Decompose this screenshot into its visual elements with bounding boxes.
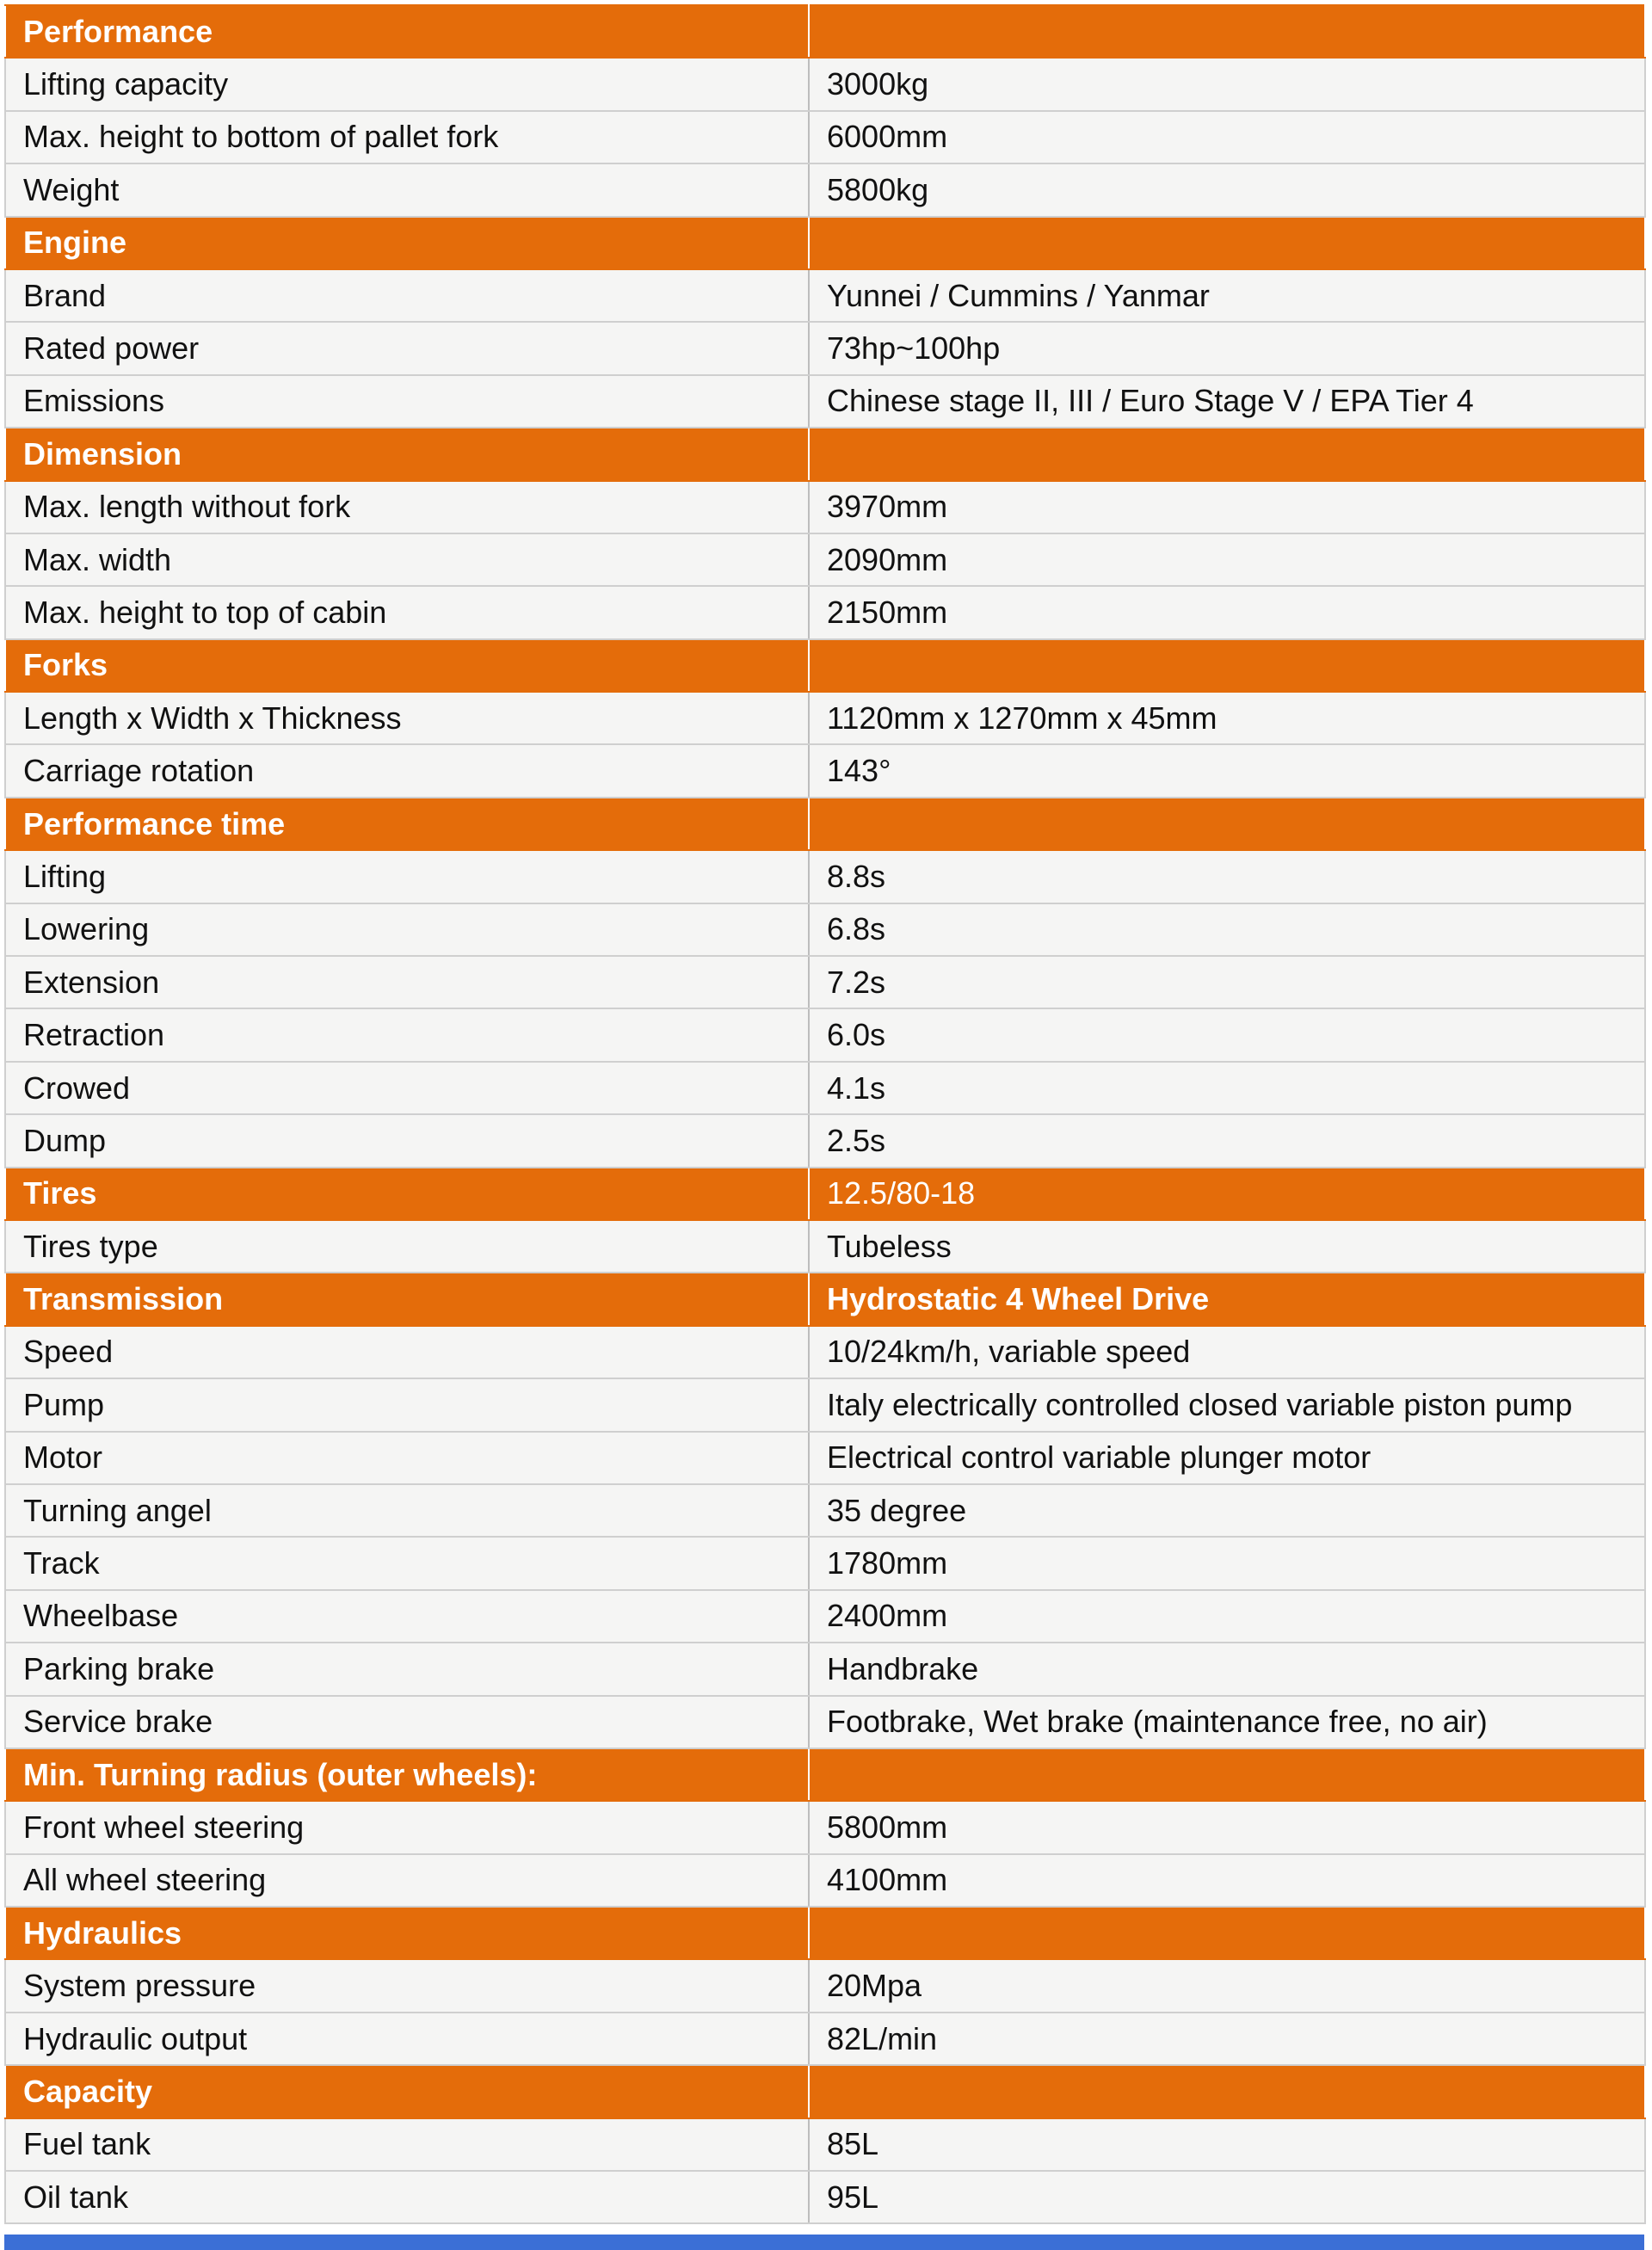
spec-value: Handbrake <box>809 1643 1645 1695</box>
spec-value: 4.1s <box>809 1062 1645 1114</box>
section-title: Hydraulics <box>5 1907 809 1959</box>
spec-label: Rated power <box>5 322 809 374</box>
section-header-value: Hydrostatic 4 Wheel Drive <box>809 1273 1645 1325</box>
table-row <box>5 163 1645 216</box>
section-title: Dimension <box>5 428 809 480</box>
section-header-row <box>5 1748 1645 1801</box>
table-row <box>5 1114 1645 1167</box>
spec-table-body <box>5 5 1645 2223</box>
spec-label: Fuel tank <box>5 2118 809 2171</box>
spec-value: 5800kg <box>809 163 1645 216</box>
table-row <box>5 850 1645 903</box>
spec-value: 143° <box>809 744 1645 797</box>
section-title: Forks <box>5 639 809 692</box>
table-row <box>5 1008 1645 1061</box>
section-title: Tires <box>5 1168 809 1220</box>
spec-value: 2150mm <box>809 586 1645 638</box>
table-row <box>5 586 1645 638</box>
spec-value: 1780mm <box>809 1537 1645 1589</box>
table-row <box>5 1696 1645 1748</box>
table-row <box>5 744 1645 797</box>
spec-value: Tubeless <box>809 1220 1645 1273</box>
spec-value: 6000mm <box>809 111 1645 163</box>
spec-label: All wheel steering <box>5 1854 809 1907</box>
spec-label: Length x Width x Thickness <box>5 692 809 744</box>
table-row <box>5 1537 1645 1589</box>
spec-value: 2090mm <box>809 533 1645 586</box>
footer-bar <box>4 2235 1644 2250</box>
spec-label: Weight <box>5 163 809 216</box>
table-row <box>5 2171 1645 2223</box>
table-row <box>5 692 1645 744</box>
spec-label: Max. height to bottom of pallet fork <box>5 111 809 163</box>
table-row <box>5 1959 1645 2012</box>
spec-value: 1120mm x 1270mm x 45mm <box>809 692 1645 744</box>
spec-label: System pressure <box>5 1959 809 2012</box>
table-row <box>5 1220 1645 1273</box>
section-header-row <box>5 5 1645 58</box>
section-title: Min. Turning radius (outer wheels): <box>5 1748 809 1801</box>
section-header-value <box>809 639 1645 692</box>
section-header-row <box>5 639 1645 692</box>
table-row <box>5 1643 1645 1695</box>
spec-table <box>4 4 1646 2224</box>
spec-label: Wheelbase <box>5 1590 809 1643</box>
spec-label: Crowed <box>5 1062 809 1114</box>
table-row <box>5 58 1645 110</box>
spec-label: Motor <box>5 1432 809 1484</box>
section-title: Engine <box>5 217 809 269</box>
spec-label: Tires type <box>5 1220 809 1273</box>
spec-value: 73hp~100hp <box>809 322 1645 374</box>
spec-value: 6.0s <box>809 1008 1645 1061</box>
section-header-value <box>809 2065 1645 2117</box>
spec-value: 4100mm <box>809 1854 1645 1907</box>
spec-label: Max. width <box>5 533 809 586</box>
spec-label: Brand <box>5 269 809 322</box>
spec-label: Emissions <box>5 375 809 428</box>
spec-label: Pump <box>5 1378 809 1431</box>
spec-value: 20Mpa <box>809 1959 1645 2012</box>
spec-value: 10/24km/h, variable speed <box>809 1326 1645 1378</box>
section-header-row <box>5 217 1645 269</box>
table-row <box>5 1801 1645 1853</box>
spec-value: 2.5s <box>809 1114 1645 1167</box>
table-row <box>5 1590 1645 1643</box>
table-row <box>5 2118 1645 2171</box>
spec-label: Dump <box>5 1114 809 1167</box>
table-row <box>5 481 1645 533</box>
spec-value: 8.8s <box>809 850 1645 903</box>
section-header-row <box>5 1168 1645 1220</box>
spec-value: Chinese stage II, III / Euro Stage V / EPA Tier 4 <box>809 375 1645 428</box>
section-title: Capacity <box>5 2065 809 2117</box>
table-row <box>5 375 1645 428</box>
section-header-value <box>809 5 1645 58</box>
spec-value: Footbrake, Wet brake (maintenance free, no air) <box>809 1696 1645 1748</box>
section-header-value <box>809 1748 1645 1801</box>
spec-label: Carriage rotation <box>5 744 809 797</box>
table-row <box>5 1062 1645 1114</box>
spec-label: Track <box>5 1537 809 1589</box>
spec-value: 82L/min <box>809 2013 1645 2065</box>
spec-value: 5800mm <box>809 1801 1645 1853</box>
spec-value: 3000kg <box>809 58 1645 110</box>
spec-label: Lifting <box>5 850 809 903</box>
section-header-value <box>809 1907 1645 1959</box>
spec-label: Lifting capacity <box>5 58 809 110</box>
spec-label: Max. height to top of cabin <box>5 586 809 638</box>
spec-label: Parking brake <box>5 1643 809 1695</box>
section-header-row <box>5 2065 1645 2117</box>
spec-value: 85L <box>809 2118 1645 2171</box>
table-row <box>5 1326 1645 1378</box>
spec-label: Lowering <box>5 903 809 956</box>
section-title: Transmission <box>5 1273 809 1325</box>
table-row <box>5 1854 1645 1907</box>
table-row <box>5 533 1645 586</box>
spec-value: 7.2s <box>809 956 1645 1008</box>
spec-value: 95L <box>809 2171 1645 2223</box>
table-row <box>5 111 1645 163</box>
section-header-value <box>809 798 1645 850</box>
section-header-row <box>5 798 1645 850</box>
section-header-row <box>5 1907 1645 1959</box>
spec-label: Hydraulic output <box>5 2013 809 2065</box>
section-header-value <box>809 217 1645 269</box>
spec-label: Speed <box>5 1326 809 1378</box>
table-row <box>5 1432 1645 1484</box>
table-row <box>5 903 1645 956</box>
table-row <box>5 1484 1645 1537</box>
section-header-row <box>5 428 1645 480</box>
spec-label: Turning angel <box>5 1484 809 1537</box>
section-title: Performance <box>5 5 809 58</box>
spec-label: Service brake <box>5 1696 809 1748</box>
table-row <box>5 1378 1645 1431</box>
section-title: Performance time <box>5 798 809 850</box>
spec-value: Yunnei / Cummins / Yanmar <box>809 269 1645 322</box>
section-header-value: 12.5/80-18 <box>809 1168 1645 1220</box>
table-row <box>5 2013 1645 2065</box>
section-header-value <box>809 428 1645 480</box>
spec-value: 35 degree <box>809 1484 1645 1537</box>
spec-label: Extension <box>5 956 809 1008</box>
spec-value: Electrical control variable plunger motor <box>809 1432 1645 1484</box>
spec-label: Oil tank <box>5 2171 809 2223</box>
spec-value: 6.8s <box>809 903 1645 956</box>
spec-label: Retraction <box>5 1008 809 1061</box>
spec-value: 3970mm <box>809 481 1645 533</box>
section-header-row <box>5 1273 1645 1325</box>
spec-value: Italy electrically controlled closed variable piston pump <box>809 1378 1645 1431</box>
spec-label: Max. length without fork <box>5 481 809 533</box>
table-row <box>5 956 1645 1008</box>
table-row <box>5 322 1645 374</box>
spec-label: Front wheel steering <box>5 1801 809 1853</box>
table-row <box>5 269 1645 322</box>
spec-value: 2400mm <box>809 1590 1645 1643</box>
